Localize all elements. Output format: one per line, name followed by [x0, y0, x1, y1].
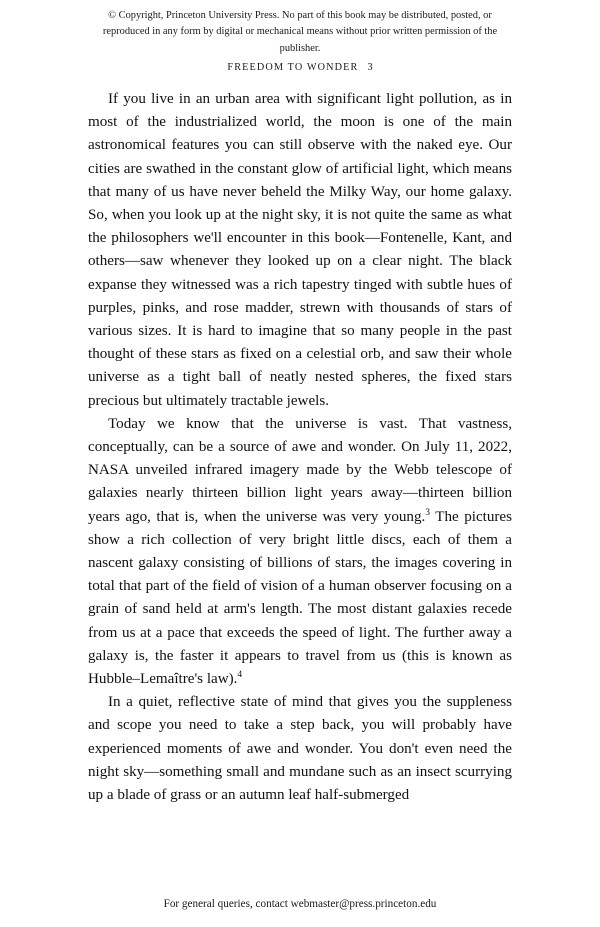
paragraph-3: In a quiet, reflective state of mind that gives you the suppleness and scope you need to take a step back, you will probably have experienced moments of awe and wonder. You don't even need the night sky—something small and mundane such as an insect scurrying up a blade of grass or an autumn leaf half-submerged: [88, 694, 512, 804]
body-text: [88, 88, 512, 807]
running-head-title: FREEDOM TO WONDER: [227, 62, 359, 73]
copyright-notice: © Copyright, Princeton University Press. No part of this book may be distributed, posted, or reproduced in any form by digital or mechanical means without prior written permission of the publisher.: [102, 10, 498, 54]
paragraph-2-part-2: The pictures show a rich collection of very bright little discs, each of them a nascent galaxy consisting of billions of stars, the images covering in total that part of the field of vision of a human observer focusing on a grain of sand held at arm's length. The most distant galaxies recede from us at a pace that exceeds the speed of light. The further away a galaxy is, the faster it appears to travel from us (this is known as Hubble–Lemaître's law).: [88, 508, 512, 688]
footnote-marker-4: 4: [237, 670, 243, 681]
footer-note: For general queries, contact webmaster@press.princeton.edu: [163, 898, 437, 910]
page-folio: 3: [367, 62, 373, 73]
paragraph-2: [88, 413, 512, 691]
footnote-marker-3: 3: [425, 507, 431, 518]
paragraph-2-part-1: Today we know that the universe is vast. That vastness, conceptually, can be a source of awe and wonder. On July 11, 2022, NASA unveiled infrared imagery made by the Webb telescope of galaxies nearly thirteen billion light years away—thirteen billion years ago, that is, when the universe was very young.: [88, 415, 512, 525]
paragraph-1: If you live in an urban area with significant light pollution, as in most of the industrialized world, the moon is one of the main astronomical features you can still observe with the naked eye. Our cities are swathed in the constant glow of artificial light, which means that many of us have never beheld the Milky Way, our home galaxy. So, when you look up at the night sky, it is not quite the same as what the philosophers we'll encounter in this book—Fontenelle, Kant, and others—saw whenever they looked up on a clear night. The black expanse they witnessed was a rich tapestry tinged with subtle hues of purples, pinks, and rose madder, strewn with thousands of stars of various sizes. It is hard to imagine that so many people in the past thought of these stars as fixed on a celestial orb, and saw their whole universe as a tight ball of neatly nested spheres, the fixed stars precious but ultimately tractable jewels.: [88, 91, 512, 409]
running-head: [88, 62, 512, 73]
